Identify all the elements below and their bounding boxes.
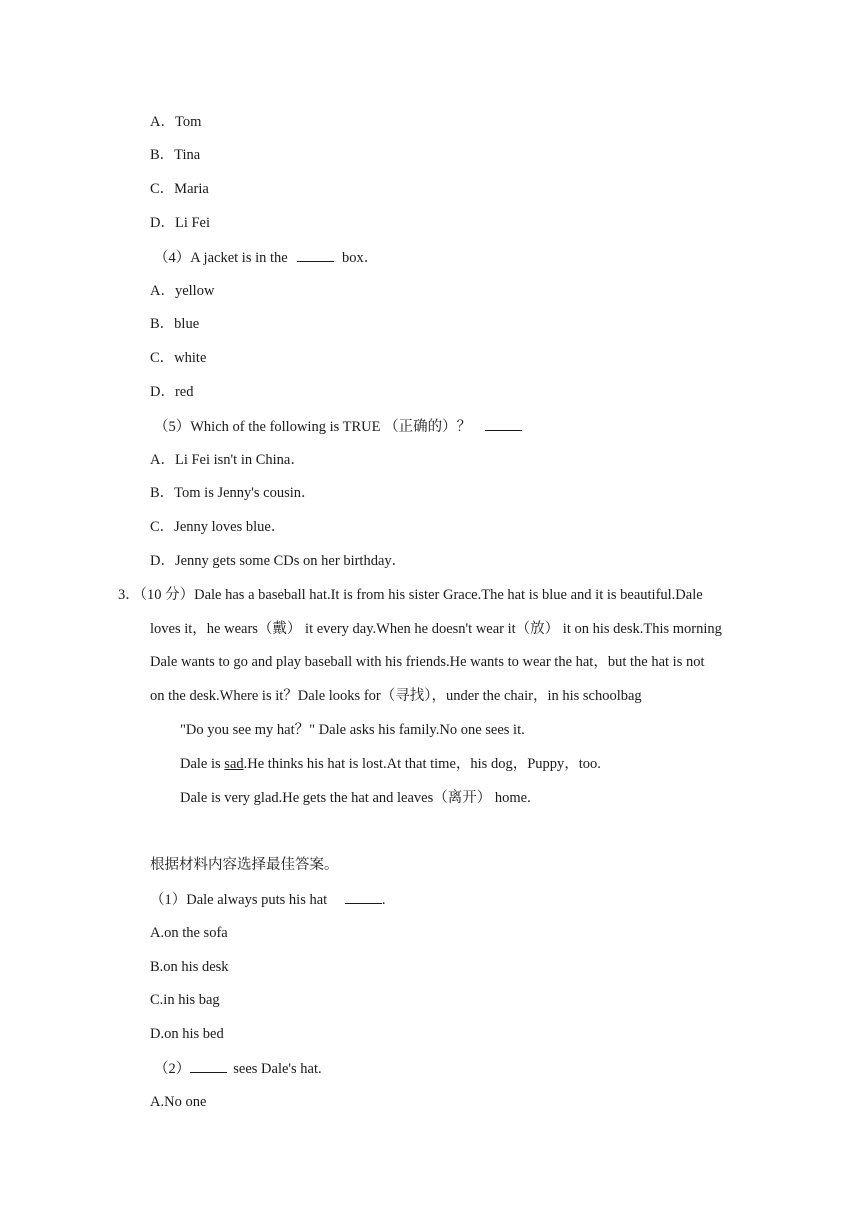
question-5-stem bbox=[154, 416, 522, 437]
question-4-stem bbox=[154, 247, 378, 268]
passage-paragraph: "Do you see my hat？" Dale asks his family.No one sees it. bbox=[180, 722, 525, 738]
underlined-word: sad bbox=[224, 756, 244, 772]
option-c: C.in his bag bbox=[150, 992, 220, 1008]
option-b: B.on his desk bbox=[150, 959, 229, 975]
option-b: B．Tina bbox=[150, 147, 201, 163]
question-number: 3． bbox=[118, 587, 140, 603]
question-1-stem bbox=[150, 889, 385, 910]
answer-blank bbox=[190, 1058, 227, 1073]
option-d: D．red bbox=[150, 384, 194, 400]
instruction: 根据材料内容选择最佳答案。 bbox=[150, 857, 339, 873]
option-b: B．Tom is Jenny's cousin． bbox=[150, 485, 316, 501]
option-d: D.on his bed bbox=[150, 1026, 224, 1042]
question-1-text: （1）Dale always puts his hat bbox=[150, 892, 328, 908]
option-c: C．white bbox=[150, 350, 207, 366]
passage-text: Dale is bbox=[180, 756, 225, 772]
passage-line: on the desk.Where is it？Dale looks for（寻找），under the chair，in his schoolbag bbox=[150, 688, 642, 704]
passage-paragraph: Dale is very glad.He gets the hat and leaves（离开） home. bbox=[180, 790, 531, 806]
question-1-end: . bbox=[381, 892, 386, 908]
option-c: C．Maria bbox=[150, 181, 209, 197]
question-4-text-end: box． bbox=[341, 250, 379, 266]
question-2-text-end: sees Dale's hat. bbox=[233, 1061, 322, 1077]
option-a: A．Tom bbox=[150, 114, 202, 130]
passage-line: loves it，he wears（戴） it every day.When he doesn't wear it（放） it on his desk.This morning bbox=[150, 621, 722, 637]
passage-line bbox=[118, 585, 703, 605]
option-a: A.on the sofa bbox=[150, 925, 228, 941]
passage-text: （10 分）Dale has a baseball hat.It is from his sister Grace.The hat is blue and it is beautiful.Dale bbox=[139, 587, 703, 603]
option-a: A．Li Fei isn't in China． bbox=[150, 452, 305, 468]
answer-blank bbox=[297, 247, 334, 262]
question-2-text: （2） bbox=[154, 1061, 191, 1077]
option-d: D．Jenny gets some CDs on her birthday． bbox=[150, 553, 407, 569]
passage-line: Dale wants to go and play baseball with his friends.He wants to wear the hat，but the hat is not bbox=[150, 654, 705, 670]
question-2-stem bbox=[154, 1058, 322, 1079]
option-d: D．Li Fei bbox=[150, 215, 211, 231]
question-5-text: （5）Which of the following is TRUE （正确的）？ bbox=[154, 419, 472, 435]
option-a: A.No one bbox=[150, 1094, 207, 1110]
answer-blank bbox=[345, 889, 382, 904]
option-a: A．yellow bbox=[150, 283, 215, 299]
option-b: B．blue bbox=[150, 316, 200, 332]
passage-text: .He thinks his hat is lost.At that time，his dog，Puppy，too. bbox=[243, 756, 601, 772]
answer-blank bbox=[485, 416, 522, 431]
option-c: C．Jenny loves blue． bbox=[150, 519, 286, 535]
passage-paragraph bbox=[180, 754, 601, 774]
question-4-text: （4）A jacket is in the bbox=[154, 250, 288, 266]
